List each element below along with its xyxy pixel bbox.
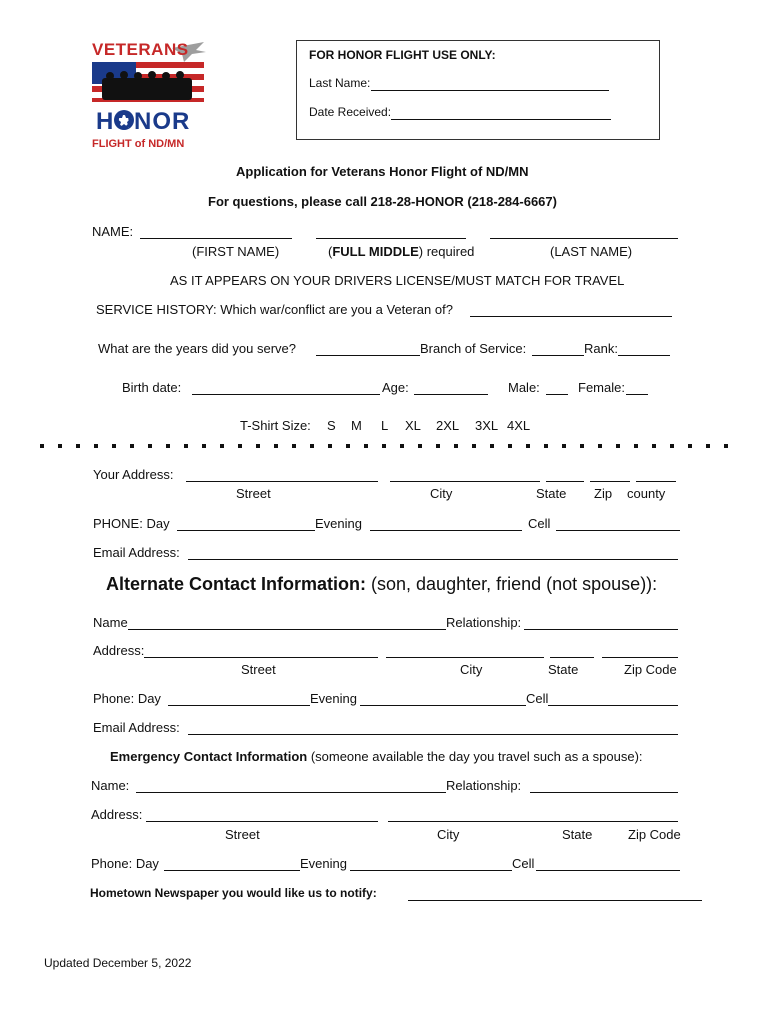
office-last-name-field[interactable] [371, 90, 609, 91]
emg-address-label: Address: [91, 807, 143, 822]
middle-name-caption: (FULL MIDDLE) required [328, 244, 475, 259]
branch-label: Branch of Service: [420, 341, 527, 356]
birth-date-field[interactable] [192, 394, 380, 395]
logo-line-honor: HONOR [96, 108, 191, 135]
alt-relationship-field[interactable] [524, 629, 678, 630]
emg-zip-caption: Zip Code [628, 827, 681, 842]
phone-evening-label: Evening [315, 516, 362, 531]
questions-phone: For questions, please call 218-28-HONOR (218-284-6667) [208, 194, 557, 209]
alt-state-field[interactable] [550, 657, 594, 658]
tshirt-size-label: T-Shirt Size: [240, 418, 311, 433]
emg-street-caption: Street [225, 827, 260, 842]
newspaper-field[interactable] [408, 900, 702, 901]
first-name-field[interactable] [140, 238, 292, 239]
logo-line-flight: FLIGHT of ND/MN [92, 138, 185, 150]
phone-cell-field[interactable] [556, 530, 680, 531]
street-field[interactable] [186, 481, 378, 482]
email-field[interactable] [188, 559, 678, 560]
male-label: Male: [508, 380, 540, 395]
last-name-field[interactable] [490, 238, 678, 239]
years-served-label: What are the years did you serve? [98, 341, 296, 356]
tshirt-size-2xl[interactable]: 2XL [436, 418, 460, 433]
county-field[interactable] [636, 481, 676, 482]
email-label: Email Address: [93, 545, 180, 560]
alt-email-label: Email Address: [93, 720, 180, 735]
alt-zip-field[interactable] [602, 657, 678, 658]
license-note: AS IT APPEARS ON YOUR DRIVERS LICENSE/MUST MATCH FOR TRAVEL [170, 273, 625, 288]
birth-date-label: Birth date: [122, 380, 182, 395]
age-label: Age: [382, 380, 409, 395]
alternate-contact-heading: Alternate Contact Information: (son, daughter, friend (not spouse)): [106, 574, 658, 594]
emg-evening-label: Evening [300, 856, 347, 871]
emg-name-label: Name: [91, 778, 130, 793]
tshirt-size-xl[interactable]: XL [405, 418, 421, 433]
alt-street-field[interactable] [144, 657, 378, 658]
emg-relationship-field[interactable] [530, 792, 678, 793]
alt-city-field[interactable] [386, 657, 544, 658]
county-caption: county [627, 486, 666, 501]
address-label: Your Address: [93, 467, 174, 482]
street-caption: Street [236, 486, 271, 501]
age-field[interactable] [414, 394, 488, 395]
female-label: Female: [578, 380, 625, 395]
phone-evening-field[interactable] [370, 530, 522, 531]
city-field[interactable] [390, 481, 540, 482]
emg-phone-day-label: Phone: Day [91, 856, 159, 871]
alt-email-field[interactable] [188, 734, 678, 735]
tshirt-size-4xl[interactable]: 4XL [507, 418, 531, 433]
office-use-title: FOR HONOR FLIGHT USE ONLY: [309, 48, 496, 62]
male-field[interactable] [546, 394, 568, 395]
emg-city-zip-field[interactable] [388, 821, 678, 822]
veterans-honor-flight-logo [88, 38, 208, 156]
zip-field[interactable] [590, 481, 630, 482]
alt-street-caption: Street [241, 662, 276, 677]
emg-evening-field[interactable] [350, 870, 512, 871]
office-last-name-label: Last Name: [309, 76, 371, 90]
phone-day-field[interactable] [177, 530, 315, 531]
emg-city-caption: City [437, 827, 460, 842]
form-title: Application for Veterans Honor Flight of ND/MN [236, 164, 529, 179]
rank-label: Rank: [584, 341, 618, 356]
female-field[interactable] [626, 394, 648, 395]
alt-evening-field[interactable] [360, 705, 526, 706]
name-label: NAME: [92, 224, 134, 239]
office-date-received-field[interactable] [391, 119, 611, 120]
tshirt-size-l[interactable]: L [381, 418, 389, 433]
office-use-box [296, 40, 660, 140]
state-caption: State [536, 486, 567, 501]
dotted-divider [40, 442, 730, 450]
newspaper-label: Hometown Newspaper you would like us to notify: [90, 886, 377, 900]
alt-name-label: Name [93, 615, 128, 630]
office-date-received-label: Date Received: [309, 105, 392, 119]
city-caption: City [430, 486, 453, 501]
alt-cell-field[interactable] [548, 705, 678, 706]
alt-state-caption: State [548, 662, 579, 677]
emg-street-field[interactable] [146, 821, 378, 822]
emg-name-field[interactable] [136, 792, 446, 793]
phone-day-label: PHONE: Day [93, 516, 170, 531]
tshirt-size-3xl[interactable]: 3XL [475, 418, 499, 433]
last-name-caption: (LAST NAME) [550, 244, 633, 259]
state-field[interactable] [546, 481, 584, 482]
emergency-contact-heading: Emergency Contact Information (someone available the day you travel such as a spouse): [110, 749, 643, 764]
emg-phone-day-field[interactable] [164, 870, 300, 871]
emg-state-caption: State [562, 827, 593, 842]
alt-city-caption: City [460, 662, 483, 677]
middle-name-field[interactable] [316, 238, 466, 239]
updated-date: Updated December 5, 2022 [44, 956, 192, 970]
service-history-label: SERVICE HISTORY: Which war/conflict are you a Veteran of? [96, 302, 453, 317]
alt-phone-day-field[interactable] [168, 705, 310, 706]
alt-zip-caption: Zip Code [624, 662, 677, 677]
zip-caption: Zip [594, 486, 613, 501]
alt-phone-day-label: Phone: Day [93, 691, 161, 706]
tshirt-size-s[interactable]: S [327, 418, 336, 433]
emg-cell-label: Cell [512, 856, 535, 871]
alt-evening-label: Evening [310, 691, 357, 706]
branch-field[interactable] [532, 355, 584, 356]
logo-line-veterans: VETERANS [92, 40, 189, 59]
emg-cell-field[interactable] [536, 870, 680, 871]
alt-address-label: Address: [93, 643, 145, 658]
alt-name-field[interactable] [128, 629, 446, 630]
rank-field[interactable] [618, 355, 670, 356]
alt-cell-label: Cell [526, 691, 549, 706]
tshirt-size-m[interactable]: M [351, 418, 362, 433]
alt-relationship-label: Relationship: [446, 615, 522, 630]
first-name-caption: (FIRST NAME) [192, 244, 280, 259]
service-history-field[interactable] [470, 316, 672, 317]
years-served-field[interactable] [316, 355, 420, 356]
emg-relationship-label: Relationship: [446, 778, 522, 793]
phone-cell-label: Cell [528, 516, 551, 531]
